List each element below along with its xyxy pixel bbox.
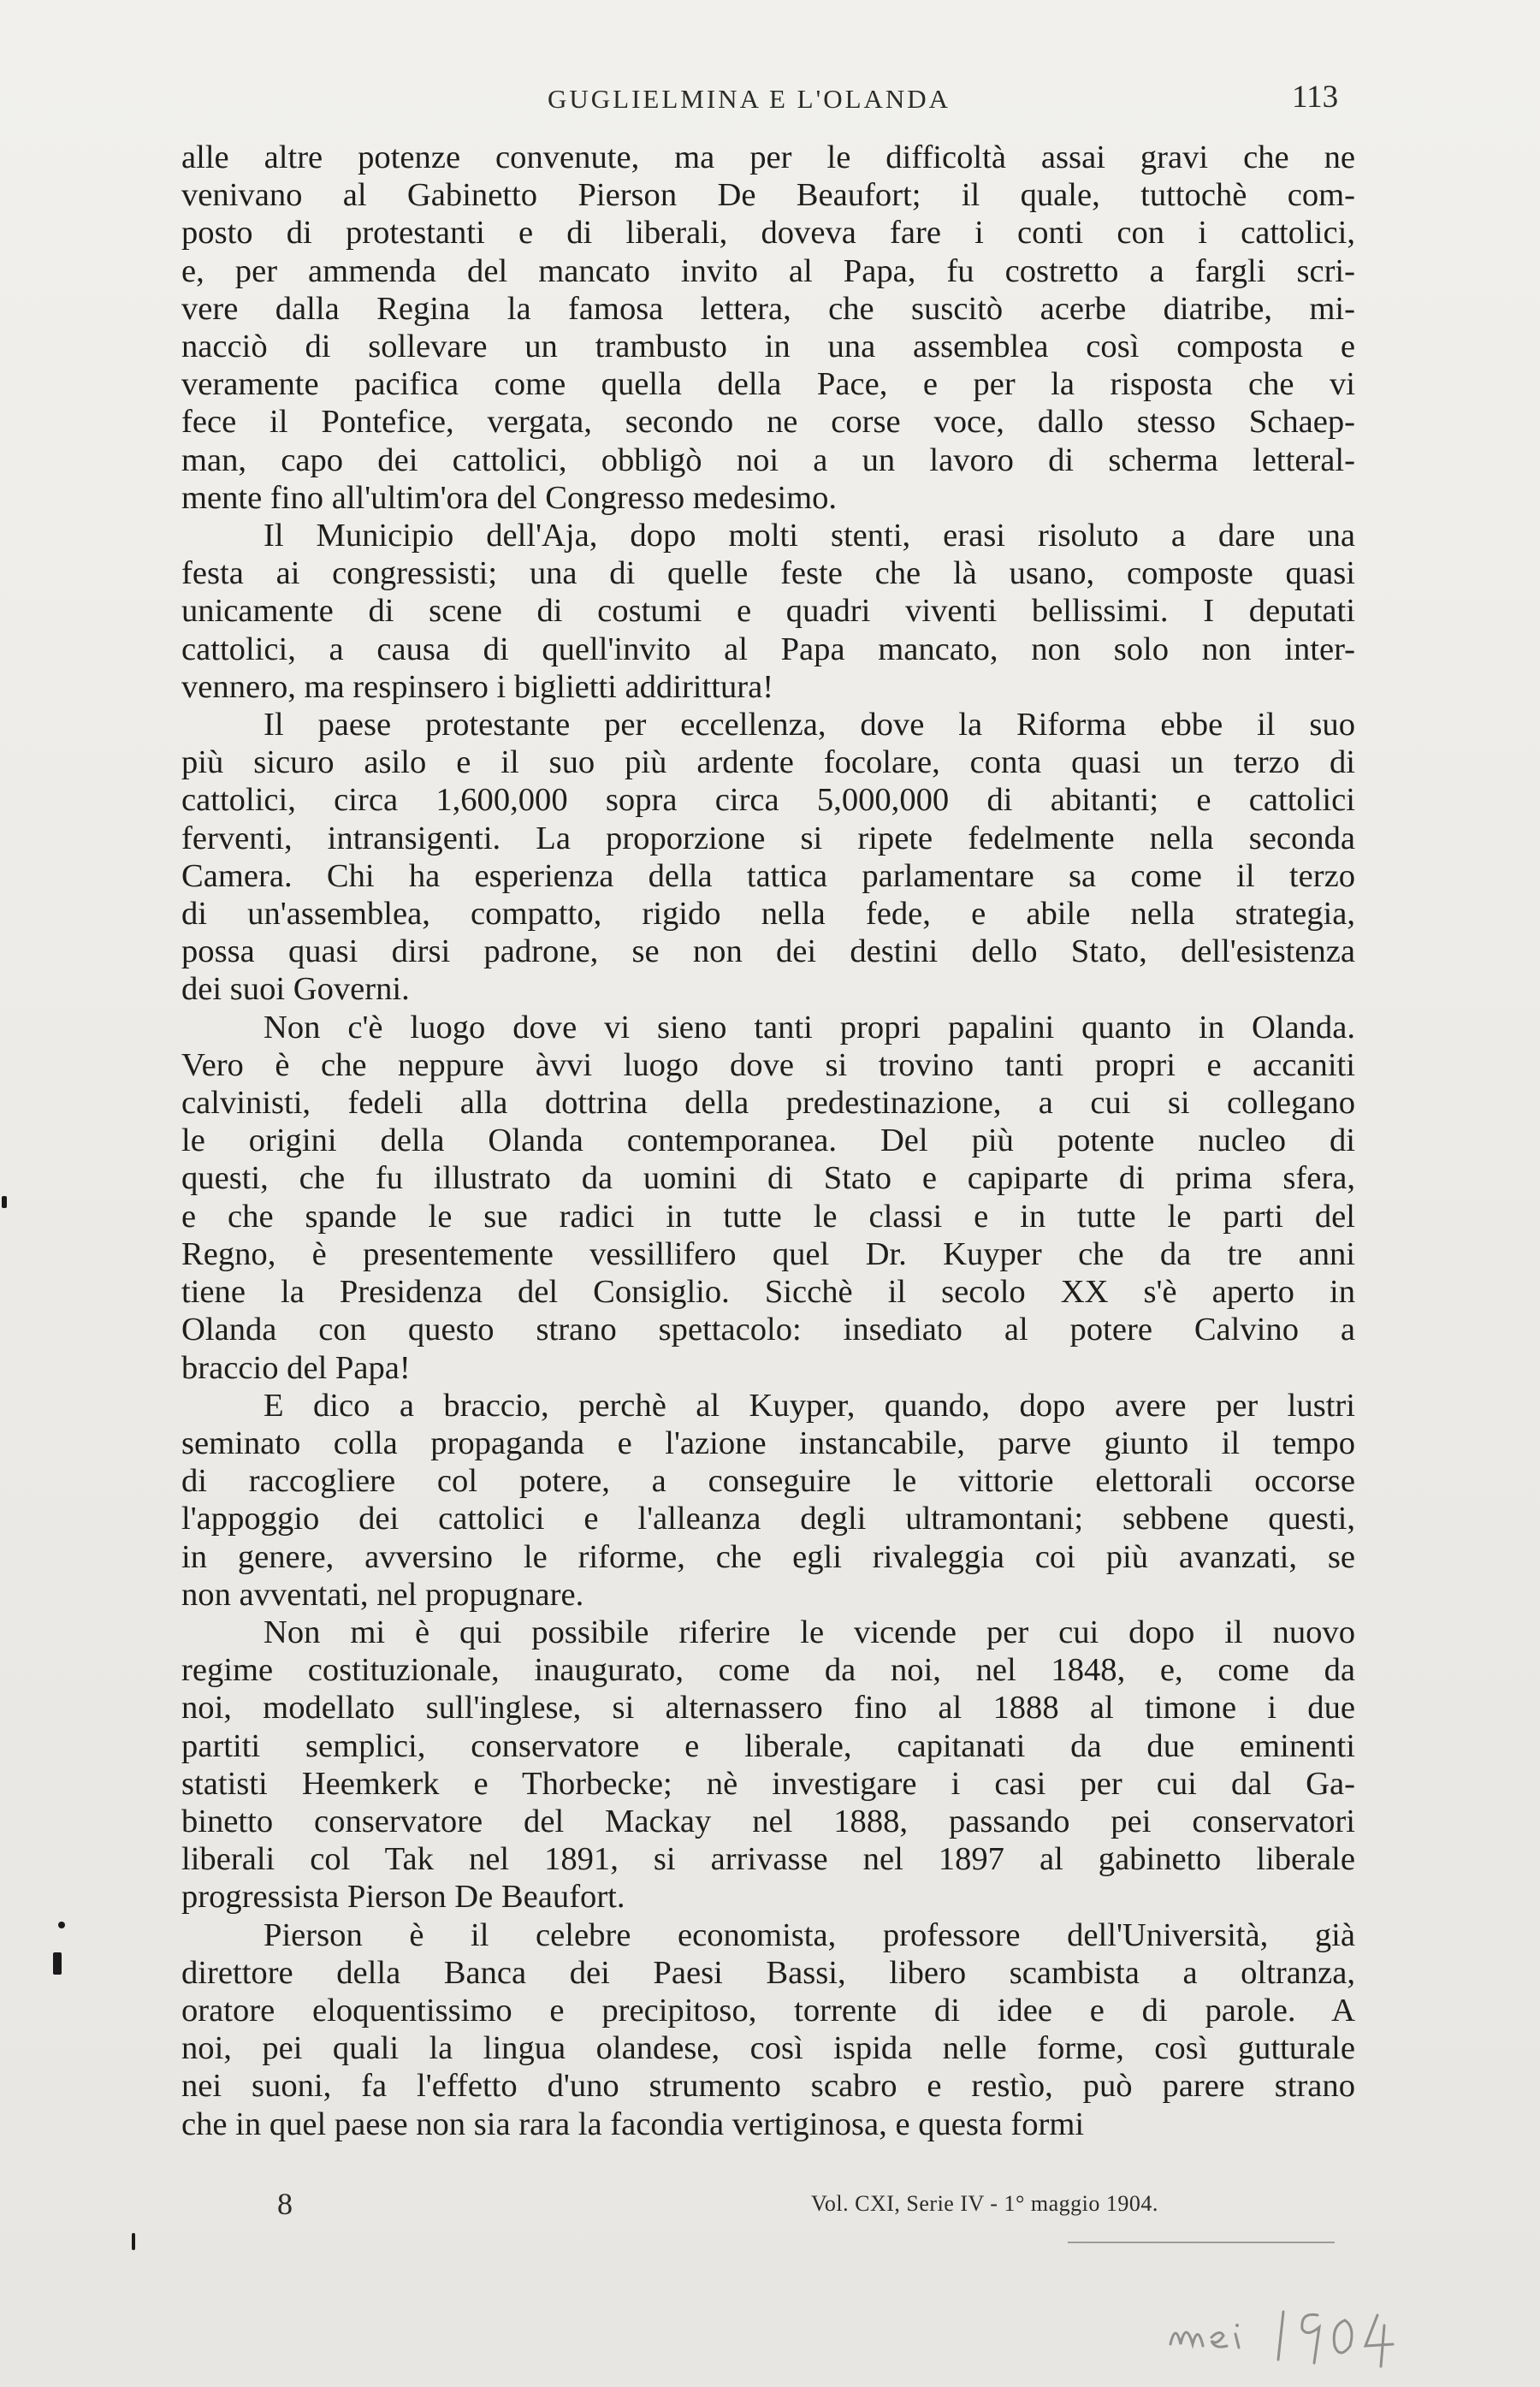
paragraph — [181, 1009, 1355, 1387]
text-line: le origini della Olanda contemporanea. Del più potente nucleo di — [181, 1122, 1355, 1159]
text-line: seminato colla propaganda e l'azione instancabile, parve giunto il tempo — [181, 1424, 1355, 1461]
text-line: Pierson è il celebre economista, professore dell'Università, già — [264, 1916, 1355, 1953]
text-line: partiti semplici, conservatore e liberale, capitanati da due eminenti — [181, 1727, 1355, 1764]
text-line: Camera. Chi ha esperienza della tattica parlamentare sa come il terzo — [181, 857, 1355, 894]
text-line: Non mi è qui possibile riferire le vicende per cui dopo il nuovo — [264, 1614, 1355, 1650]
text-line: progressista Pierson De Beaufort. — [181, 1879, 625, 1916]
text-line: e, per ammenda del mancato invito al Papa, fu costretto a fargli scri- — [181, 252, 1355, 289]
text-line: Il paese protestante per eccellenza, dove la Riforma ebbe il suo — [264, 707, 1355, 743]
text-line: direttore della Banca dei Paesi Bassi, libero scambista a oltranza, — [181, 1954, 1355, 1991]
text-line: di un'assemblea, compatto, rigido nella fede, e abile nella strategia, — [181, 896, 1355, 933]
text-line: dei suoi Governi. — [181, 971, 410, 1008]
text-line: nei suoni, fa l'effetto d'uno strumento scabro e restìo, può parere strano — [181, 2068, 1355, 2105]
text-line: mente fino all'ultim'ora del Congresso medesimo. — [181, 479, 838, 516]
text-line: Vero è che neppure àvvi luogo dove si trovino tanti propri e accaniti — [181, 1046, 1355, 1083]
paragraph — [181, 1614, 1355, 1916]
text-line: cattolici, circa 1,600,000 sopra circa 5,000,000 di abitanti; e cattolici — [181, 782, 1355, 819]
text-line: veramente pacifica come quella della Pace, e per la risposta che vi — [181, 366, 1355, 403]
text-line: cattolici, a causa di quell'invito al Papa mancato, non solo non inter- — [181, 631, 1355, 667]
text-line: binetto conservatore del Mackay nel 1888, passando pei conservatori — [181, 1803, 1355, 1839]
paragraph — [181, 1387, 1355, 1614]
text-line: E dico a braccio, perchè al Kuyper, quando, dopo avere per lustri — [264, 1387, 1355, 1424]
stray-ink-mark — [58, 1922, 65, 1928]
text-line: vennero, ma respinsero i biglietti addirittura! — [181, 668, 774, 705]
stray-ink-mark — [2, 1196, 7, 1208]
text-line: e che spande le sue radici in tutte le classi e in tutte le parti del — [181, 1198, 1355, 1235]
signature-mark: 8 — [277, 2187, 293, 2221]
text-line: man, capo dei cattolici, obbligò noi a un lavoro di scherma letteral- — [181, 441, 1355, 478]
page-footer — [181, 2186, 1355, 2220]
paragraph — [181, 517, 1355, 706]
text-line: vere dalla Regina la famosa lettera, che suscitò acerbe diatribe, mi- — [181, 290, 1355, 327]
text-line: alle altre potenze convenute, ma per le difficoltà assai gravi che ne — [181, 139, 1355, 175]
text-line: più sicuro asilo e il suo più ardente focolare, conta quasi un terzo di — [181, 744, 1355, 781]
text-line: Non c'è luogo dove vi sieno tanti propri papalini quanto in Olanda. — [264, 1009, 1355, 1045]
text-line: braccio del Papa! — [181, 1349, 411, 1386]
text-line: che in quel paese non sia rara la facondia vertiginosa, e questa formi — [181, 2106, 1085, 2142]
article-body — [181, 139, 1355, 2143]
stray-ink-mark — [132, 2233, 135, 2250]
text-line: in genere, avversino le riforme, che egli rivaleggia coi più avanzati, se — [181, 1538, 1355, 1575]
text-line: fece il Pontefice, vergata, secondo ne corse voce, dallo stesso Schaep- — [181, 404, 1355, 441]
text-line: l'appoggio dei cattolici e l'alleanza degli ultramontani; sebbene questi, — [181, 1501, 1355, 1537]
text-line: di raccogliere col potere, a conseguire le vittorie elettorali occorse — [181, 1463, 1355, 1500]
text-line: questi, che fu illustrato da uomini di Stato e capiparte di prima sfera, — [181, 1160, 1355, 1197]
text-line: regime costituzionale, inaugurato, come da noi, nel 1848, e, come da — [181, 1652, 1355, 1689]
volume-info: Vol. CXI, Serie IV - 1° maggio 1904. — [811, 2191, 1158, 2216]
page-number: 113 — [1292, 80, 1339, 115]
stray-ink-mark — [53, 1952, 62, 1975]
text-line: Il Municipio dell'Aja, dopo molti stenti, erasi risoluto a dare una — [264, 518, 1355, 554]
text-line: noi, pei quali la lingua olandese, così ispida nelle forme, così gutturale — [181, 2030, 1355, 2067]
text-line: venivano al Gabinetto Pierson De Beaufort; il quale, tuttochè com- — [181, 177, 1355, 214]
text-line: nacciò di sollevare un trambusto in una assemblea così composta e — [181, 329, 1355, 365]
paragraph — [181, 706, 1355, 1009]
handwritten-date-note — [1164, 2277, 1437, 2372]
text-line: oratore eloquentissimo e precipitoso, torrente di idee e di parole. A — [181, 1992, 1355, 2029]
paragraph — [181, 139, 1355, 517]
text-line: tiene la Presidenza del Consiglio. Sicchè il secolo XX s'è aperto in — [181, 1274, 1355, 1311]
text-line: posto di protestanti e di liberali, doveva fare i conti con i cattolici, — [181, 215, 1355, 252]
text-line: liberali col Tak nel 1891, si arrivasse nel 1897 al gabinetto liberale — [181, 1841, 1355, 1878]
text-line: non avventati, nel propugnare. — [181, 1576, 584, 1613]
text-line: Olanda con questo strano spettacolo: insediato al potere Calvino a — [181, 1312, 1355, 1348]
running-head: GUGLIELMINA E L'OLANDA — [548, 84, 951, 114]
text-line: Regno, è presentemente vessillifero quel Dr. Kuyper che da tre anni — [181, 1235, 1355, 1272]
text-line: calvinisti, fedeli alla dottrina della predestinazione, a cui si collegano — [181, 1085, 1355, 1122]
text-line: possa quasi dirsi padrone, se non dei destini dello Stato, dell'esistenza — [181, 933, 1355, 970]
text-line: festa ai congressisti; una di quelle feste che là usano, composte quasi — [181, 555, 1355, 592]
text-line: noi, modellato sull'inglese, si alternassero fino al 1888 al timone i due — [181, 1690, 1355, 1727]
paragraph — [181, 1916, 1355, 2143]
text-line: unicamente di scene di costumi e quadri viventi bellissimi. I deputati — [181, 593, 1355, 630]
text-line: statisti Heemkerk e Thorbecke; nè investigare i casi per cui dal Ga- — [181, 1765, 1355, 1802]
text-line: ferventi, intransigenti. La proporzione si ripete fedelmente nella seconda — [181, 820, 1355, 856]
footer-rule — [1068, 2242, 1335, 2243]
